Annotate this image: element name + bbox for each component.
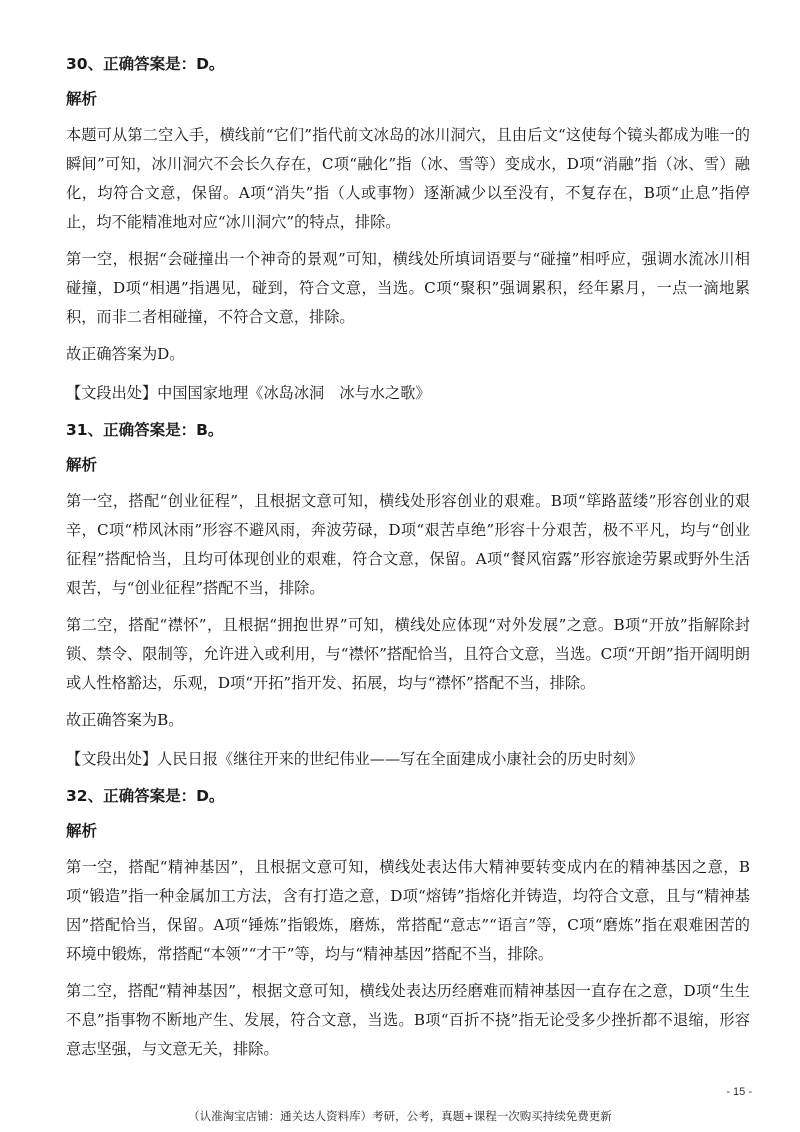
q30-paragraph-1: 本题可从第二空入手，横线前“它们”指代前文冰岛的冰川洞穴，且由后文“这使每个镜头都成为唯一的瞬间”可知，冰川洞穴不会长久存在，C项“融化”指（冰、雪等）变成水，D项“消融”指（冰、雪）融化，均符合文意，保留。A项“消失”指（人或事物）逐渐减少以至没有，不复存在，B项“止息”指停止，均不能精准地对应“冰川洞穴”的特点，排除。 bbox=[66, 126, 750, 231]
document-body bbox=[66, 52, 750, 1072]
q31-paragraph-2: 第二空，搭配“襟怀”，且根据“拥抱世界”可知，横线处应体现“对外发展”之意。B项“开放”指解除封锁、禁令、限制等，允许进入或利用，与“襟怀”搭配恰当，且符合文意，当选。C项“开朗”指开阔明朗或人性格豁达，乐观，D项“开拓”指开发、拓展，均与“襟怀”搭配不当，排除。 bbox=[66, 616, 750, 692]
q32-paragraph-2: 第二空，搭配“精神基因”，根据文意可知，横线处表达历经磨难而精神基因一直存在之意，D项“生生不息”指事物不断地产生、发展，符合文意，当选。B项“百折不挠”指无论受多少挫折都不退缩，形容意志坚强，与文意无关，排除。 bbox=[66, 982, 750, 1058]
q30-final-answer: 故正确答案为D。 bbox=[66, 345, 185, 363]
q32-paragraph-1: 第一空，搭配“精神基因”，且根据文意可知，横线处表达伟大精神要转变成内在的精神基因之意，B项“锻造”指一种金属加工方法，含有打造之意，D项“熔铸”指熔化并铸造，均符合文意，且与“精神基因”搭配恰当，保留。A项“锤炼”指锻炼，磨炼，常搭配“意志”“语言”等，C项“磨炼”指在艰难困苦的环境中锻炼，常搭配“本领”“才干”等，均与“精神基因”搭配不当，排除。 bbox=[66, 858, 750, 963]
q31-analysis-label: 解析 bbox=[66, 456, 98, 474]
q31-final-answer: 故正确答案为B。 bbox=[66, 711, 184, 729]
page-number: - 15 - bbox=[726, 1086, 752, 1098]
q30-analysis-label: 解析 bbox=[66, 90, 98, 108]
q31-answer-heading: 31、正确答案是：B。 bbox=[66, 421, 224, 439]
page-footer: （认准淘宝店铺：通关达人资料库）考研，公考，真题+课程一次购买持续免费更新 bbox=[188, 1109, 612, 1123]
q31-source: 【文段出处】人民日报《继往开来的世纪伟业——写在全面建成小康社会的历史时刻》 bbox=[66, 750, 644, 768]
q30-paragraph-2: 第一空，根据“会碰撞出一个神奇的景观”可知，横线处所填词语要与“碰撞”相呼应，强调水流冰川相碰撞，D项“相遇”指遇见，碰到，符合文意，当选。C项“聚积”强调累积，经年累月，一点一滴地累积，而非二者相碰撞，不符合文意，排除。 bbox=[66, 250, 750, 326]
q32-answer-heading: 32、正确答案是：D。 bbox=[66, 787, 225, 805]
q31-paragraph-1: 第一空，搭配“创业征程”，且根据文意可知，横线处形容创业的艰难。B项“筚路蓝缕”形容创业的艰辛，C项“栉风沐雨”形容不避风雨，奔波劳碌，D项“艰苦卓绝”形容十分艰苦，极不平凡，均与“创业征程”搭配恰当，且均可体现创业的艰难，符合文意，保留。A项“餐风宿露”形容旅途劳累或野外生活艰苦，与“创业征程”搭配不当，排除。 bbox=[66, 492, 750, 597]
q32-analysis-label: 解析 bbox=[66, 822, 98, 840]
q30-source: 【文段出处】中国国家地理《冰岛冰洞 冰与水之歌》 bbox=[66, 384, 431, 402]
q30-answer-heading: 30、正确答案是：D。 bbox=[66, 55, 225, 73]
